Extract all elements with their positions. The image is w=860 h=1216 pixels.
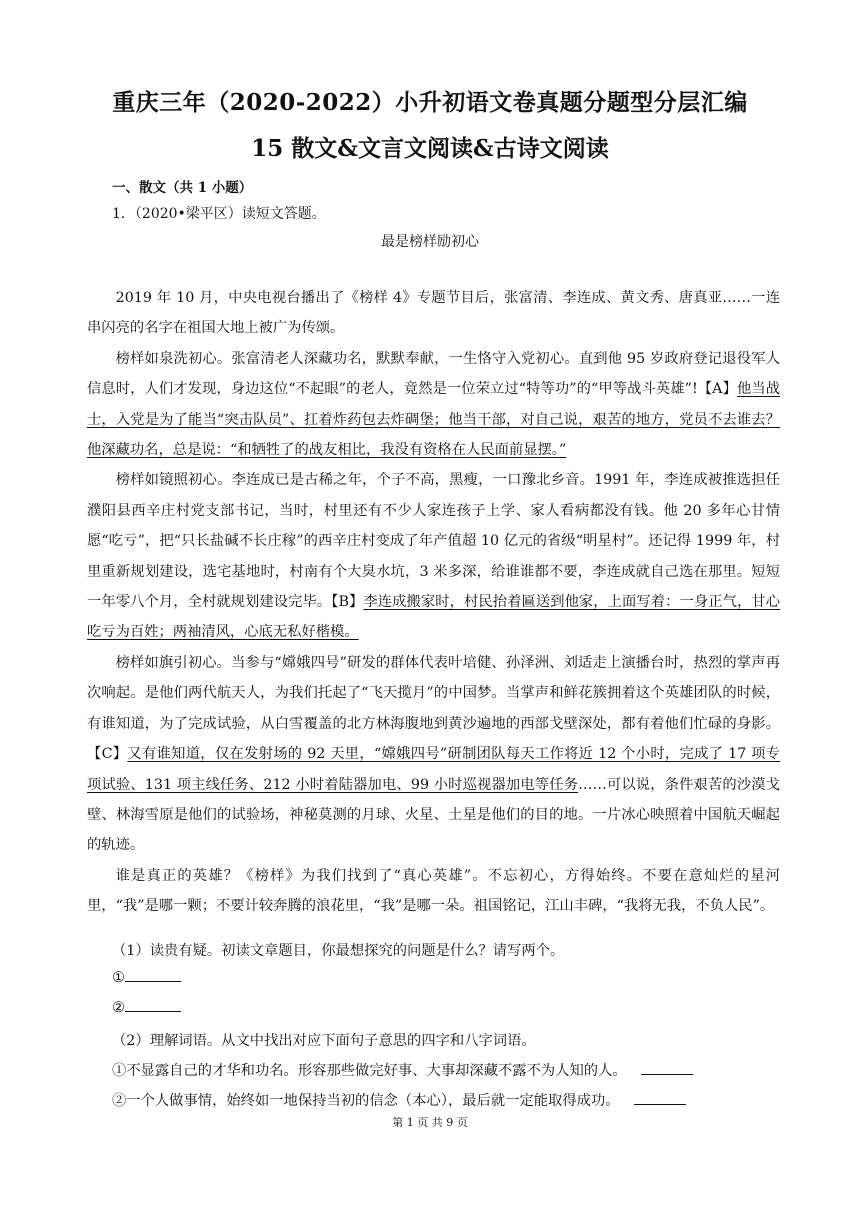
paragraph-text: 榜样如旗引初心。当参与“嫦娥四号”研发的群体代表叶培健、孙泽洲、刘适走上演播台时，热烈的掌声再次响起。是他们两代航天人，为我们托起了“飞天揽月”的中国梦。当掌声和鲜花簇拥着这个英雄团队的时候，有谁知道，为了完成试验，从白雪覆盖的北方林海腹地到黄沙遍地的西部戈壁深处，都有着他们忙碌的身影。 xyxy=(87,654,780,732)
subquestion-2: （2）理解词语。从文中找出对应下面句子意思的四字和八字词语。 xyxy=(112,1033,536,1049)
document-subtitle: 15 散文&文言文阅读&古诗文阅读 xyxy=(251,135,609,162)
document-title: 重庆三年（2020-2022）小升初语文卷真题分题型分层汇编 xyxy=(112,89,748,116)
subquestion-2-item-b xyxy=(112,1090,686,1110)
article-paragraph-1 xyxy=(87,283,780,344)
marker-c: 【C】 xyxy=(87,746,128,763)
subquestion-1-answer-b xyxy=(112,1000,181,1016)
subquestion-2-item-a xyxy=(112,1060,693,1080)
answer-label: ② xyxy=(112,1000,125,1016)
answer-blank[interactable] xyxy=(634,1103,686,1105)
question-header: 1．（2020•梁平区）读短文答题。 xyxy=(112,206,326,222)
article-title: 最是榜样励初心 xyxy=(381,234,479,250)
article-paragraph-2 xyxy=(87,344,780,466)
page-number: 第 1 页 共 9 页 xyxy=(392,1116,468,1129)
paragraph-text: ……可以说，条件艰苦的沙漠戈壁、林海雪原是他们的试验场，神秘莫测的月球、火星、土星是他们的目的地。一片冰心映照着中国航天崛起的轨迹。 xyxy=(87,776,781,854)
paragraph-text: 榜样如镜照初心。李连成已是古稀之年，个子不高，黑瘦，一口豫北乡音。1991 年，李连成被推选担任濮阳县西辛庄村党支部书记，当时，村里还有不少人家连孩子上学、家人看病都没有钱。他 20 多年心甘情愿“吃亏”，把“只长盐碱不长庄稼”的西辛庄村变成了年产值超 10 亿元的省级“明星村”。还记得 1999 年，村里重新规划建设，选宅基地时，村南有个大臭水坑，3 米多深，给谁谁都不要，李连成就自己选在那里。短短一年零八个月，全村就规划建设完毕。 xyxy=(87,472,780,611)
marker-b: 【B】 xyxy=(331,594,364,611)
underlined-sentence-a: 他当战士，入党是为了能当“突击队员”、扛着炸药包去炸碉堡；他当干部，对自己说，艰苦的地方，党员不去谁去？他深藏功名，总是说：“和牺牲了的战友相比，我没有资格在人民面前显摆。” xyxy=(87,381,781,459)
item-text: ①不显露自己的才华和功名。形容那些做完好事、大事却深藏不露不为人知的人。 xyxy=(112,1063,627,1079)
paragraph-text: 2019 年 10 月，中央电视台播出了《榜样 4》专题节目后，张富清、李连成、黄文秀、唐真亚……一连串闪亮的名字在祖国大地上被广为传颂。 xyxy=(87,290,780,337)
answer-blank[interactable] xyxy=(125,1010,181,1012)
article-body xyxy=(87,283,780,922)
subquestion-1-answer-a xyxy=(112,970,181,986)
article-paragraph-3 xyxy=(87,465,780,647)
answer-blank[interactable] xyxy=(641,1073,693,1075)
paragraph-text: 谁是真正的英雄？《榜样》为我们找到了“真心英雄”。不忘初心，方得始终。不要在意灿烂的星河里，“我”是哪一颗；不要计较奔腾的浪花里，“我”是哪一朵。祖国铭记，江山丰碑，“我将无我，不负人民”。 xyxy=(87,867,780,915)
subquestion-1: （1）读贵有疑。初读文章题目，你最想探究的问题是什么？请写两个。 xyxy=(112,943,565,959)
answer-label: ① xyxy=(112,970,125,986)
section-heading: 一、散文（共 1 小题） xyxy=(112,180,253,196)
item-text: ②一个人做事情，始终如一地保持当初的信念（本心），最后就一定能取得成功。 xyxy=(112,1093,620,1109)
marker-a: 【A】 xyxy=(697,381,737,398)
article-paragraph-4 xyxy=(87,648,780,861)
underlined-sentence-c: 又有谁知道，仅在发射场的 92 天里，“嫦娥四号”研制团队每天工作将近 12 个小时，完成了 17 项专项试验、131 项主线任务、212 小时着陆器加电、99 小时巡视器加电等任务 xyxy=(87,746,780,793)
answer-blank[interactable] xyxy=(125,980,181,982)
paragraph-text: 榜样如泉洗初心。张富清老人深藏功名，默默奉献，一生恪守入党初心。直到他 95 岁政府登记退役军人信息时，人们才发现，身边这位“不起眼”的老人，竟然是一位荣立过“特等功”的“甲等战斗英雄”! xyxy=(87,350,780,398)
article-paragraph-5 xyxy=(87,861,780,922)
underlined-sentence-b: 李连成搬家时，村民抬着匾送到他家，上面写着：一身正气，甘心吃亏为百姓；两袖清风，心底无私好楷模。 xyxy=(87,594,781,641)
